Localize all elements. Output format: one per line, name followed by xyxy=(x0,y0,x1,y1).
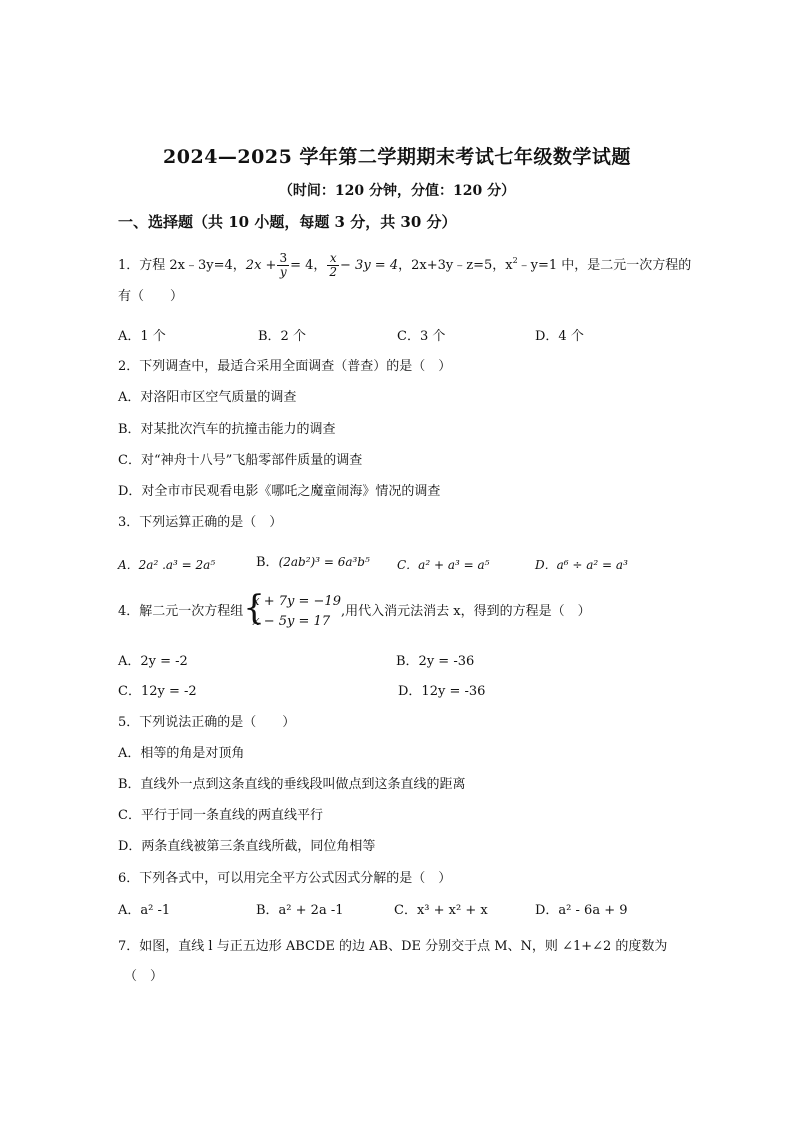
q1-option-a: A．1 个 xyxy=(118,329,166,344)
q1-eqA-den: y xyxy=(279,265,287,279)
q5-option-a: A．相等的角是对顶角 xyxy=(118,746,245,761)
q4-eq2: x − 5y = 17 xyxy=(252,614,331,629)
q7-stem-line2: （ ） xyxy=(124,969,164,984)
q4-option-b: B．2y = -36 xyxy=(396,654,475,669)
q6-stem: 6．下列各式中，可以用完全平方公式因式分解的是（ ） xyxy=(118,871,452,886)
q4-equation-system xyxy=(243,588,341,632)
q1-eqB-fraction xyxy=(327,252,339,279)
q3-option-d: D．a⁶ ÷ a² = a³ xyxy=(535,558,628,572)
q1-sep: ， xyxy=(313,258,327,273)
q4-option-d: D．12y = -36 xyxy=(398,684,486,699)
q4-brace: { xyxy=(243,588,265,628)
q1-eqB-rest: − 3y = 4 xyxy=(340,258,399,273)
q2-stem: 2．下列调查中，最适合采用全面调查（普查）的是（ ） xyxy=(118,359,452,374)
q4-option-a: A．2y = -2 xyxy=(118,654,188,669)
q3-option-b xyxy=(256,553,370,572)
q3-option-c: C．a² + a³ = a⁵ xyxy=(397,558,490,572)
q1-option-d: D．4 个 xyxy=(535,329,584,344)
q4-eq1: x + 7y = −19 xyxy=(252,594,341,609)
q1-tail: ﹣y=1 中，是二元一次方程的 xyxy=(517,258,692,273)
q1-stem xyxy=(118,252,691,279)
exam-title: 2024—2025 学年第二学期期末考试七年级数学试题 xyxy=(163,146,631,168)
q4-stem-post: ,用代入消元法消去 x，得到的方程是（ ） xyxy=(340,604,591,619)
q3-option-a: A．2a² .a³ = 2a⁵ xyxy=(118,558,216,572)
q1-eqA-rhs: = 4 xyxy=(290,258,314,273)
q4-option-c: C．12y = -2 xyxy=(118,684,197,699)
q1-prefix: 1．方程 2x﹣3y=4， xyxy=(118,258,246,273)
q1-option-c: C．3 个 xyxy=(397,329,446,344)
q6-option-a: A．a² -1 xyxy=(118,903,171,918)
q2-option-a: A．对洛阳市区空气质量的调查 xyxy=(118,390,297,405)
q1-eqB-den: 2 xyxy=(329,265,338,279)
exam-subtitle: （时间：120 分钟，分值：120 分） xyxy=(278,183,516,199)
q6-option-b: B．a² + 2a -1 xyxy=(256,903,344,918)
q5-stem: 5．下列说法正确的是（ ） xyxy=(118,715,296,730)
q1-eqA-lhs: 2x + xyxy=(245,258,277,273)
q1-stem-line2: 有（ ） xyxy=(118,289,184,304)
q2-option-b: B．对某批次汽车的抗撞击能力的调查 xyxy=(118,422,336,437)
q2-option-d: D．对全市市民观看电影《哪吒之魔童闹海》情况的调查 xyxy=(118,484,441,499)
q1-suffix: ，2x+3y﹣z=5，x xyxy=(398,258,513,273)
q7-stem: 7．如图，直线 l 与正五边形 ABCDE 的边 AB、DE 分别交于点 M、N，则 ∠1+∠2 的度数为 xyxy=(118,939,668,954)
q4-stem xyxy=(118,588,591,632)
q5-option-d: D．两条直线被第三条直线所截，同位角相等 xyxy=(118,839,376,854)
q1-eqA-num: 3 xyxy=(279,251,288,265)
section-heading: 一、选择题（共 10 小题，每题 3 分，共 30 分） xyxy=(118,213,457,231)
q3-option-b-label: B． xyxy=(256,555,279,570)
q2-option-c: C．对“神舟十八号”飞船零部件质量的调查 xyxy=(118,453,363,468)
q1-option-b: B．2 个 xyxy=(258,329,306,344)
q1-eqB-num: x xyxy=(327,252,339,266)
q1-sup: 2 xyxy=(512,256,518,265)
q6-option-d: D．a² - 6a + 9 xyxy=(535,903,628,918)
q3-stem: 3．下列运算正确的是（ ） xyxy=(118,515,283,530)
q5-option-c: C．平行于同一条直线的两直线平行 xyxy=(118,808,323,823)
q6-option-c: C．x³ + x² + x xyxy=(394,903,488,918)
q5-option-b: B．直线外一点到这条直线的垂线段叫做点到这条直线的距离 xyxy=(118,777,466,792)
q3-option-b-expr: (2ab²)³ = 6a³b⁵ xyxy=(278,555,370,569)
q4-stem-pre: 4．解二元一次方程组 xyxy=(118,604,244,619)
q1-eqA-fraction xyxy=(277,252,289,279)
